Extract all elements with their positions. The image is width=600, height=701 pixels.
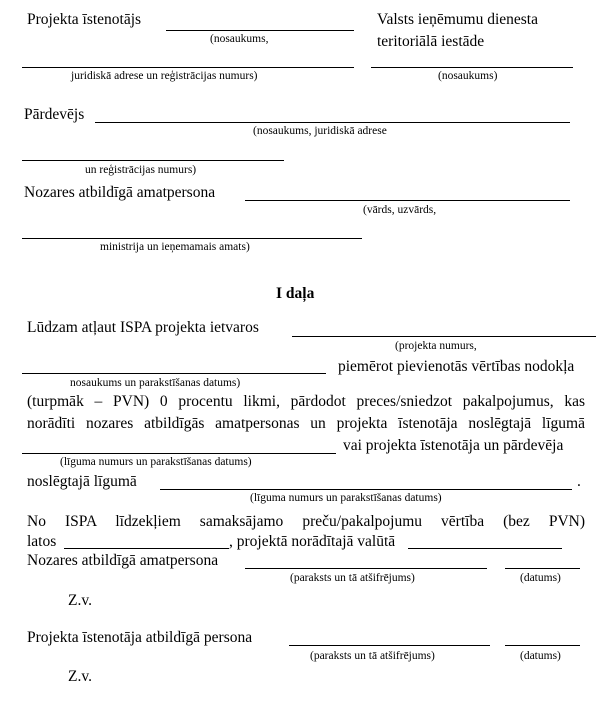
seller-name-line[interactable] (95, 122, 570, 123)
sign1-label: Nozares atbildīgā amatpersona (27, 552, 219, 569)
sign2-date-line[interactable] (505, 645, 580, 646)
implementer-hint: (nosaukums, (210, 33, 269, 45)
seller-reg-hint: un reģistrācijas numurs) (85, 164, 197, 176)
authority-hint: (nosaukums) (438, 70, 498, 82)
implementer-label: Projekta īstenotājs (27, 11, 142, 28)
sign2-signature-hint: (paraksts un tā atšifrējums) (310, 650, 435, 662)
period: . (577, 473, 581, 490)
lats-amount-line[interactable] (64, 548, 229, 549)
sign1-signature-hint: (paraksts un tā atšifrējums) (290, 572, 415, 584)
contract-line-1[interactable] (22, 453, 336, 454)
contract-line-2[interactable] (160, 489, 572, 490)
implementer-address-line[interactable] (22, 67, 354, 68)
sign2-stamp-label: Z.v. (68, 668, 92, 685)
sign1-date-line[interactable] (505, 568, 580, 569)
project-number-line[interactable] (292, 336, 596, 337)
authority-name-line[interactable] (371, 67, 573, 68)
concluded-label: noslēgtajā līgumā (27, 473, 137, 490)
sign1-date-hint: (datums) (520, 572, 561, 584)
sign1-stamp-label: Z.v. (68, 592, 92, 609)
implementer-name-line[interactable] (166, 30, 354, 31)
paragraph-line2: norādīti nozares atbildīgās amatpersonas un projekta īstenotāja noslēgtajā līgumā (27, 415, 585, 432)
project-hint: (projekta numurs, (395, 340, 477, 352)
vat-text: piemērot pievienotās vērtības nodokļa (338, 358, 575, 375)
authority-title-line1: Valsts ieņēmumu dienesta (377, 11, 538, 28)
official-name-line[interactable] (245, 200, 570, 201)
lats-label: latos (27, 533, 57, 550)
seller-reg-line[interactable] (22, 160, 284, 161)
request-label: Lūdzam atļaut ISPA projekta ietvaros (27, 319, 259, 336)
or-text: vai projekta īstenotāja un pārdevēja (343, 437, 564, 454)
section-title: I daļa (276, 285, 315, 302)
authority-title-line2: teritoriālā iestāde (377, 33, 485, 50)
contract-hint-1: (līguma numurs un parakstīšanas datums) (60, 456, 252, 468)
sign2-date-hint: (datums) (520, 650, 561, 662)
paragraph-line1: (turpmāk – PVN) 0 procentu likmi, pārdodot preces/sniedzot pakalpojumus, kas (27, 393, 585, 410)
implementer-address-hint: juridiskā adrese un reģistrācijas numurs) (71, 70, 258, 82)
sign2-signature-line[interactable] (289, 645, 490, 646)
official-label: Nozares atbildīgā amatpersona (24, 184, 216, 201)
value-line: No ISPA līdzekļiem samaksājamo preču/pakalpojumu vērtība (bez PVN) (27, 513, 585, 530)
official-hint: (vārds, uzvārds, (363, 204, 437, 216)
seller-label: Pārdevējs (24, 106, 85, 123)
sign1-signature-line[interactable] (245, 568, 487, 569)
seller-hint: (nosaukums, juridiskā adrese (253, 125, 387, 137)
currency-amount-line[interactable] (408, 548, 562, 549)
official-ministry-hint: ministrija un ieņemamais amats) (100, 241, 250, 253)
sign2-label: Projekta īstenotāja atbildīgā persona (27, 629, 253, 646)
project-name-line[interactable] (22, 373, 326, 374)
project-hint2: nosaukums un parakstīšanas datums) (70, 377, 241, 389)
official-ministry-line[interactable] (22, 238, 362, 239)
currency-text: , projektā norādītajā valūtā (229, 533, 396, 550)
contract-hint-2: (līguma numurs un parakstīšanas datums) (250, 492, 442, 504)
